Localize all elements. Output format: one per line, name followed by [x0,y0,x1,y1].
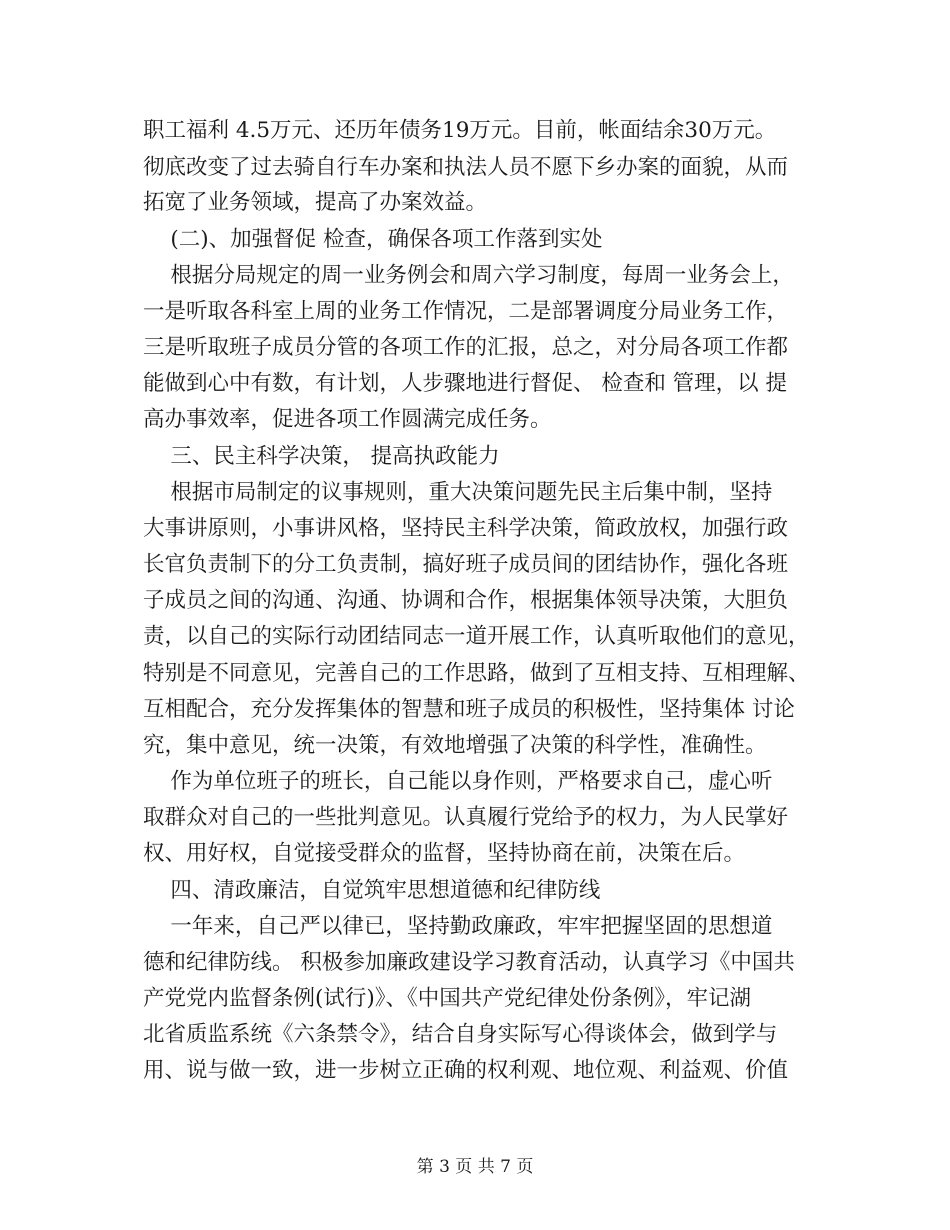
text-line: 产党党内监督条例(试行)》、《中国共产党纪律处份条例》，牢记湖 [143,986,752,1011]
text-line: 拓宽了业务领域，提高了办案效益。 [143,190,488,215]
text-line: 一年来，自己严以律已，坚持勤政廉政，牢牢把握坚固的思想道 [143,914,773,939]
text-line: 作为单位班子的班长，自己能以身作则，严格要求自己，虚心听 [143,769,773,794]
section-heading: 四、清政廉洁，自觉筑牢思想道德和纪律防线 [143,878,601,903]
text-line: 高办事效率，促进各项工作圆满完成任务。 [143,407,552,432]
text-line: 长官负责制下的分工负责制，搞好班子成员间的团结协作，强化各班 [143,552,789,577]
text-line: 究，集中意见，统一决策，有效地增强了决策的科学性，准确性。 [143,733,767,758]
text-line: 能做到心中有数，有计划，人步骤地进行督促、 检查和 管理，以 提 [143,371,788,396]
text-line: 大事讲原则，小事讲风格，坚持民主科学决策，简政放权，加强行政 [143,516,789,541]
text-line: 根据市局制定的议事规则，重大决策问题先民主后集中制，坚持 [143,480,773,505]
section-heading: (二)、加强督促 检查，确保各项工作落到实处 [143,227,603,252]
text-line: 责，以自己的实际行动团结同志一道开展工作，认真听取他们的意见， [143,624,810,649]
text-line: 职工福利 4.5万元、还历年债务19万元。目前，帐面结余30万元。 [143,118,777,143]
text-line: 一是听取各科室上周的业务工作情况，二是部署调度分局业务工作， [143,299,789,324]
text-line: 取群众对自己的一些批判意见。认真履行党给予的权力，为人民掌好 [143,805,789,830]
text-line: 子成员之间的沟通、沟通、协调和合作，根据集体领导决策，大胆负 [143,588,789,613]
text-line: 根据分局规定的周一业务例会和周六学习制度，每周一业务会上， [143,263,794,288]
text-line: 三是听取班子成员分管的各项工作的汇报，总之，对分局各项工作都 [143,335,789,360]
text-line: 德和纪律防线。 积极参加廉政建设学习教育活动，认真学习《中国共 [143,950,795,975]
text-line: 互相配合，充分发挥集体的智慧和班子成员的积极性，坚持集体 讨论 [143,697,795,722]
text-line: 彻底改变了过去骑自行车办案和执法人员不愿下乡办案的面貌，从而 [143,155,789,180]
text-line: 用、说与做一致，进一步树立正确的权利观、地位观、利益观、价值 [143,1058,789,1083]
text-line: 北省质监系统《六条禁令》，结合自身实际写心得谈体会，做到学与 [143,1022,778,1047]
text-line: 权、用好权，自觉接受群众的监督，坚持协商在前，决策在后。 [143,841,746,866]
page-number: 第 3 页 共 7 页 [416,1157,534,1177]
text-line: 特别是不同意见，完善自己的工作思路，做到了互相支持、互相理解、 [143,661,810,686]
section-heading: 三、民主科学决策， 提高执政能力 [143,444,500,469]
